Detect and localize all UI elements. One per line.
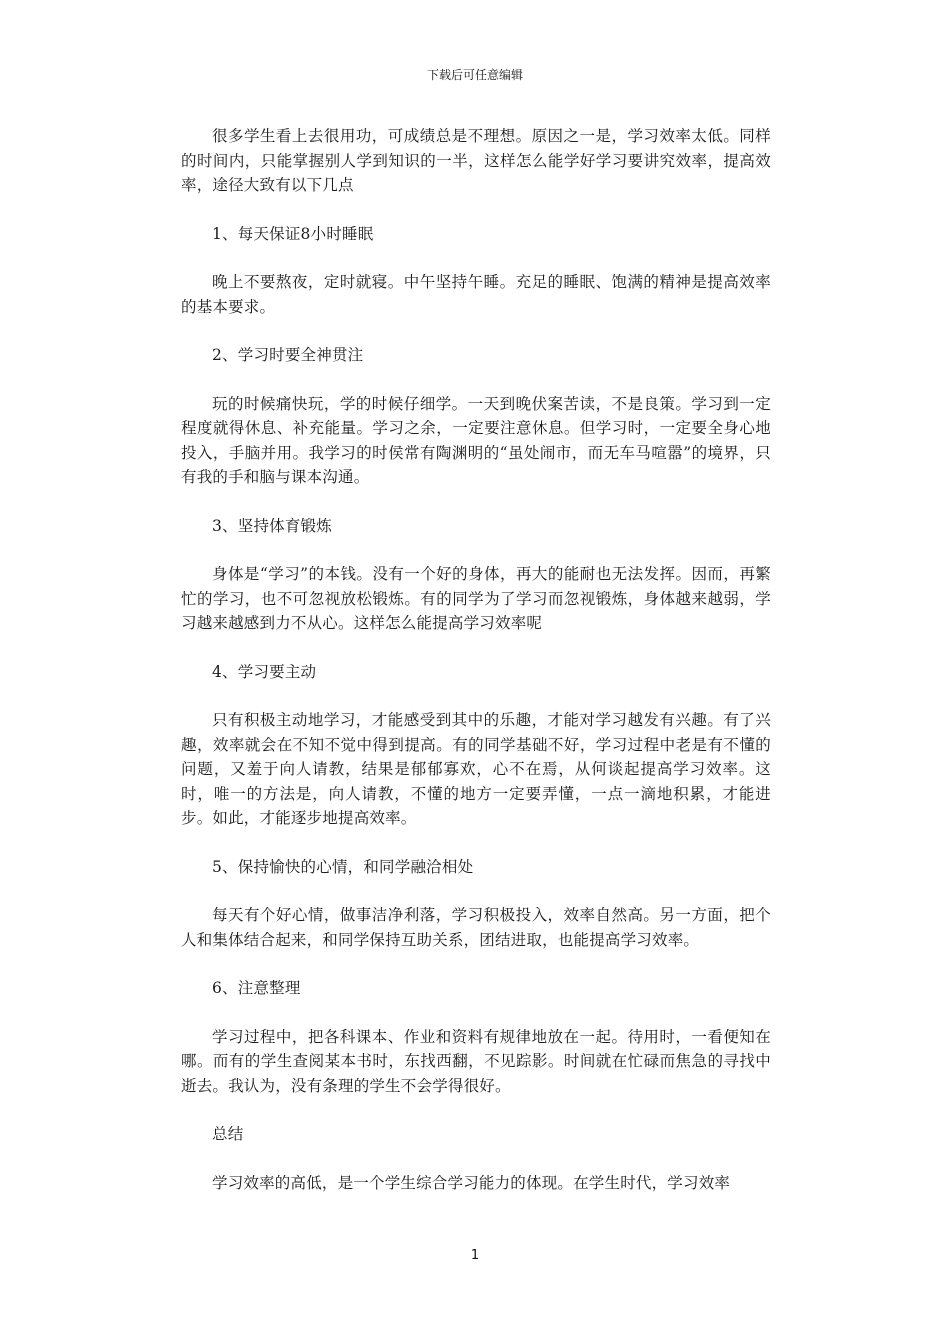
section-heading-focus: 2、学习时要全神贯注 (212, 346, 364, 364)
section-heading-mood: 5、保持愉快的心情，和同学融洽相处 (212, 857, 474, 876)
organize-paragraph: 学习过程中，把各科课本、作业和资料有规律地放在一起。待用时，一看便知在哪。而有的学生查阅某本书时，东找西翻，不见踪影。时间就在忙碌而焦急的寻找中逝去。我认为，没有条理的学生不会学得很好。 (181, 1027, 771, 1095)
document-body (181, 124, 771, 1195)
page-header-note: 下载后可任意编辑 (426, 68, 523, 82)
exercise-paragraph: 身体是“学习”的本钱。没有一个好的身体，再大的能耐也无法发挥。因而，再繁忙的学习，也不可忽视放松锻炼。有的同学为了学习而忽视锻炼，身体越来越弱，学习越来越感到力不从心。这样怎么能提高学习效率呢 (181, 565, 771, 632)
mood-paragraph: 每天有个好心情，做事洁净利落，学习积极投入，效率自然高。另一方面，把个人和集体结合起来，和同学保持互助关系，团结进取，也能提高学习效率。 (181, 906, 771, 949)
section-heading-sleep: 1、每天保证8小时睡眠 (212, 224, 374, 243)
intro-paragraph: 很多学生看上去很用功，可成绩总是不理想。原因之一是，学习效率太低。同样的时间内，只能掌握别人学到知识的一半，这样怎么能学好学习要讲究效率，提高效率，途径大致有以下几点 (181, 127, 771, 194)
initiative-paragraph: 只有积极主动地学习，才能感受到其中的乐趣，才能对学习越发有兴趣。有了兴趣，效率就会在不知不觉中得到提高。有的同学基础不好，学习过程中老是有不懂的问题，又羞于向人请教，结果是郁郁寡欢，心不在焉，从何谈起提高学习效率。这时，唯一的方法是，向人请教，不懂的地方一定要弄懂，一点一滴地积累，才能进步。如此，才能逐步地提高效率。 (181, 711, 771, 827)
summary-paragraph: 学习效率的高低，是一个学生综合学习能力的体现。在学生时代，学习效率 (212, 1173, 731, 1192)
sleep-paragraph: 晚上不要熬夜，定时就寝。中午坚持午睡。充足的睡眠、饱满的精神是提高效率的基本要求。 (181, 273, 771, 316)
section-heading-initiative: 4、学习要主动 (212, 662, 317, 681)
section-heading-summary: 总结 (212, 1125, 244, 1143)
page-number: 1 (470, 1248, 480, 1263)
section-heading-exercise: 3、坚持体育锻炼 (212, 516, 332, 535)
section-heading-organize: 6、注意整理 (212, 979, 301, 997)
focus-paragraph: 玩的时候痛快玩，学的时候仔细学。一天到晚伏案苦读，不是良策。学习到一定程度就得休息、补充能量。学习之余，一定要注意休息。但学习时，一定要全身心地投入，手脑并用。我学习的时侯常有陶渊明的“虽处闹市，而无车马喧嚣”的境界，只有我的手和脑与课本沟通。 (181, 394, 771, 486)
